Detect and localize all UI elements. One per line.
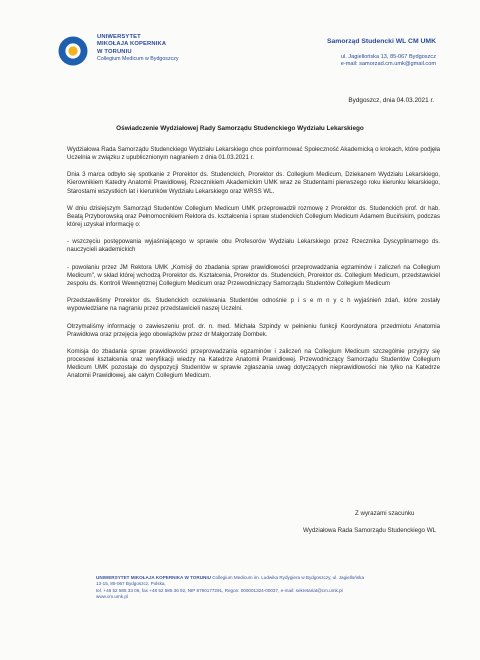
footer-line-4: www.cm.umk.pl: [96, 593, 128, 599]
signature-block: [303, 510, 436, 535]
signature-name: Wydziałowa Rada Samorządu Studenckiego WL: [302, 527, 436, 534]
university-line-1: UNIWERSYTET: [97, 34, 141, 40]
paragraph-1: Wydziałowa Rada Samorządu Studenckiego Wydziału Lekarskiego chce poinformować Społeczność Akademicką o krokach, które podjęła Uczelnia w związku z upublicznionym nagraniem z dnia 01.03.2021 r.: [67, 146, 440, 162]
footer: [96, 575, 416, 600]
samorzad-title: Samorząd Studencki WL CM UMK: [326, 38, 436, 45]
footer-line-2: 13-15, 85-067 Bydgoszcz, Polska,: [96, 581, 166, 587]
paragraph-6: Przedstawiliśmy Prorektor ds. Studenckich oczekiwania Studentów odnośnie p i s e m n y c h wyjaśnień zdań, które zostały wypowiedziane na nagraniu przez przedstawicieli naszej Uczelni.: [67, 297, 440, 313]
samorzad-email: e-mail: samorzad.cm.umk@gmail.com: [340, 61, 436, 68]
samorzad-contact: [327, 38, 436, 69]
paragraph-5: - powołaniu przez JM Rektora UMK „Komisji do zbadania spraw prawidłowości przeprowadzania egzaminów i zaliczeń na Collegium Medicum", w skład której wchodzą Prorektor ds. Kształcenia, Prorektor ds. Studenckich, Prorektor ds. Collegium Medicum, przedstawiciel zespołu ds. Kontroli Wewnętrznej Collegium Medicum oraz Przewodniczący Samorządu Studentów Collegium Medicum: [67, 263, 440, 287]
paragraph-7: Otrzymaliśmy informację o zawieszeniu prof. dr. n. med. Michała Szpindy w pełnieniu funkcji Koordynatora przedmiotu Anatomia Prawidłowa oraz przejęcia jego obowiązków przez dr Małgorzatę Dombek.: [67, 322, 440, 338]
signature-closing: Z wyrazami szacunku: [355, 510, 415, 517]
paragraph-4: - wszczęciu postępowania wyjaśniającego w sprawie obu Profesorów Wydziału Lekarskiego przez Rzecznika Dyscyplinarnego ds. nauczycieli akademickich: [67, 238, 440, 254]
paragraph-3: W dniu dzisiejszym Samorząd Studentów Collegium Medicum UMK przeprowadził rozmowę z Prorektor ds. Studenckich prof. dr hab. Beatą Przyborowską oraz Pełnomocnikiem Rektora ds. kształcenia i spraw studenckich Collegium Medicum Adamem Bucińskim, podczas której uzyskał informację o:: [67, 204, 440, 229]
footer-line-3: tel. +48 52 585 33 06, fax +48 52 585 36 92, NIP 8790177291, Regon: 000001324-00037, e-mail: sekretariat@cm.umk.pl: [96, 587, 343, 593]
university-line-3: W TORUNIU: [97, 48, 132, 55]
document-date: Bydgoszcz, dnia 04.03.2021 r.: [348, 97, 434, 104]
samorzad-address: ul. Jagiellońska 13, 85-067 Bydgoszcz: [340, 54, 436, 60]
university-line-2: MIKOŁAJA KOPERNIKA: [97, 41, 167, 48]
paragraph-8: Komisja do zbadania spraw prawidłowości przeprowadzania egzaminów i zaliczeń na Collegium Medicum szczegółnie przyjrzy się procesowi kształcenia oraz weryfikacji wiedzy na Katedrze Anatomii Prawidłowej. Przewodniczący Samorządu Studentów Collegium Medicum UMK pozostaje do dyspozycji Studentów w sprawie zgłaszania uwag dotyczących nieprawidłowości nie tylko na Katedrze Anatomii Prawidłowej, ale całym Collegium Medicum.: [67, 347, 440, 380]
footer-line-1: Collegium Medicum im. Ludwika Rydygiera w Bydgoszczy, ul. Jagiellońska: [210, 575, 365, 580]
university-subtitle: Collegium Medicum w Bydgoszczy: [97, 56, 179, 63]
document-title: Oświadczenie Wydziałowej Rady Samorządu Studenckiego Wydziału Lekarskiego: [116, 125, 364, 132]
paragraph-2: Dnia 3 marca odbyło się spotkanie z Prorektor ds. Studenckich, Prorektor ds. Collegium Medicum, Dziekanem Wydziału Lekarskiego, Kierownikiem Katedry Anatomii Prawidłowej, Rzecznikiem Akademickim UMK wraz ze Studentami pierwszego roku kierunku lekarskiego, Starostami wszystkich lat i kierunków Wydziału Lekarskiego oraz WRSS WL.: [67, 171, 440, 195]
university-name: [97, 34, 179, 64]
footer-org: UNIWERSYTET MIKOŁAJA KOPERNIKA W TORUNIU: [96, 575, 211, 580]
document-body: [67, 146, 440, 389]
university-logo-icon: [58, 36, 88, 66]
